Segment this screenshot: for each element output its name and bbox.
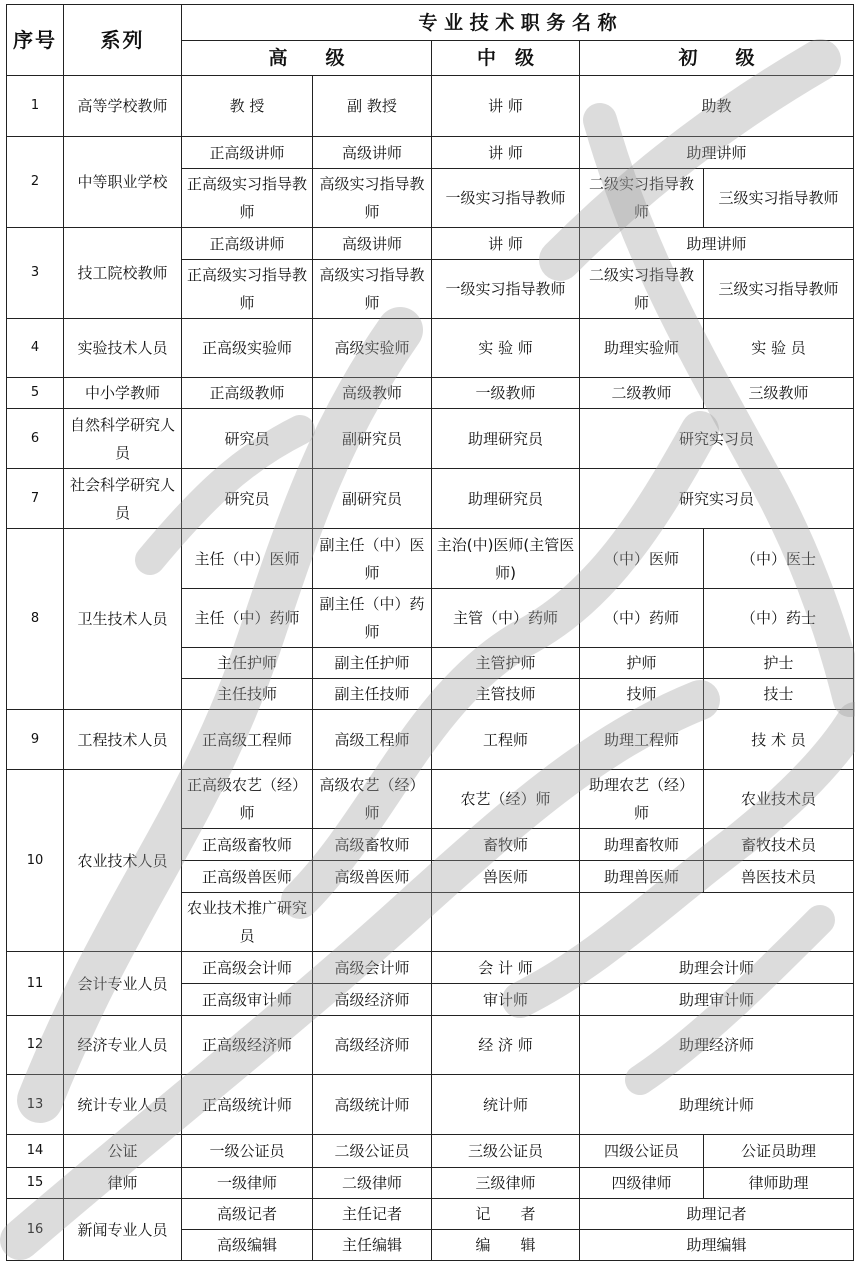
title-cell: 兽医师 <box>432 861 580 893</box>
title-cell: 二级教师 <box>580 378 704 409</box>
title-cell: 主任（中）医师 <box>182 529 313 589</box>
table-row <box>7 952 854 984</box>
table-row <box>7 137 854 169</box>
table-row <box>7 469 854 529</box>
title-cell: 兽医技术员 <box>704 861 854 893</box>
title-cell: 助理会计师 <box>580 952 854 984</box>
title-cell: 技 术 员 <box>704 710 854 770</box>
title-cell: 主治(中)医师(主管医师) <box>432 529 580 589</box>
title-cell: 助理农艺（经）师 <box>580 770 704 829</box>
title-cell: 畜牧技术员 <box>704 829 854 861</box>
row-number: 6 <box>7 409 64 469</box>
title-cell: 正高级农艺（经）师 <box>182 770 313 829</box>
title-cell: 正高级统计师 <box>182 1075 313 1135</box>
title-cell: 助教 <box>580 76 854 137</box>
table-row <box>7 1168 854 1199</box>
title-cell: 正高级实验师 <box>182 319 313 378</box>
seq-header: 序号 <box>7 5 64 76</box>
title-cell: 高级农艺（经）师 <box>313 770 432 829</box>
title-cell: 讲 师 <box>432 76 580 137</box>
title-cell: 正高级兽医师 <box>182 861 313 893</box>
series-name: 社会科学研究人员 <box>64 469 182 529</box>
title-cell: 主任编辑 <box>313 1230 432 1261</box>
title-cell: 护士 <box>704 648 854 679</box>
title-cell: 二级律师 <box>313 1168 432 1199</box>
title-cell: 技师 <box>580 679 704 710</box>
title-cell: 副主任（中）医师 <box>313 529 432 589</box>
title-cell: 助理记者 <box>580 1199 854 1230</box>
table-row <box>7 76 854 137</box>
series-name: 实验技术人员 <box>64 319 182 378</box>
title-cell: 农业技术推广研究员 <box>182 893 313 952</box>
title-cell: 正高级会计师 <box>182 952 313 984</box>
title-cell: 助理讲师 <box>580 228 854 260</box>
title-cell: 实 验 员 <box>704 319 854 378</box>
series-name: 新闻专业人员 <box>64 1199 182 1261</box>
title-cell: 助理工程师 <box>580 710 704 770</box>
title-cell: 高级教师 <box>313 378 432 409</box>
senior-level-header: 高 级 <box>182 41 432 76</box>
title-cell: 二级实习指导教师 <box>580 260 704 319</box>
title-cell: 一级律师 <box>182 1168 313 1199</box>
junior-level-header: 初 级 <box>580 41 854 76</box>
table-row <box>7 378 854 409</box>
title-cell: 高级记者 <box>182 1199 313 1230</box>
title-cell: 助理讲师 <box>580 137 854 169</box>
title-cell: 三级公证员 <box>432 1135 580 1168</box>
title-cell: 高级讲师 <box>313 137 432 169</box>
title-cell: 高级编辑 <box>182 1230 313 1261</box>
title-cell: 正高级经济师 <box>182 1016 313 1075</box>
title-cell: 四级律师 <box>580 1168 704 1199</box>
series-name: 中小学教师 <box>64 378 182 409</box>
title-cell: 正高级工程师 <box>182 710 313 770</box>
title-cell: 高级畜牧师 <box>313 829 432 861</box>
title-cell: （中）医士 <box>704 529 854 589</box>
title-cell: 教 授 <box>182 76 313 137</box>
title-cell: 正高级教师 <box>182 378 313 409</box>
title-cell: 高级经济师 <box>313 984 432 1016</box>
series-name: 工程技术人员 <box>64 710 182 770</box>
title-cell: 主任护师 <box>182 648 313 679</box>
title-cell: 主任技师 <box>182 679 313 710</box>
title-cell: 高级实验师 <box>313 319 432 378</box>
title-cell: 农艺（经）师 <box>432 770 580 829</box>
title-cell: 助理畜牧师 <box>580 829 704 861</box>
row-number: 4 <box>7 319 64 378</box>
title-cell: 畜牧师 <box>432 829 580 861</box>
title-cell: 副 教授 <box>313 76 432 137</box>
title-cell: 正高级实习指导教师 <box>182 260 313 319</box>
row-number: 7 <box>7 469 64 529</box>
title-cell: 实 验 师 <box>432 319 580 378</box>
header-row <box>7 5 854 41</box>
title-cell: 一级实习指导教师 <box>432 169 580 228</box>
series-name: 公证 <box>64 1135 182 1168</box>
title-cell: 技士 <box>704 679 854 710</box>
table-row <box>7 770 854 829</box>
title-cell: 正高级讲师 <box>182 137 313 169</box>
title-cell: 讲 师 <box>432 228 580 260</box>
row-number: 8 <box>7 529 64 710</box>
title-cell: 主管护师 <box>432 648 580 679</box>
row-number: 12 <box>7 1016 64 1075</box>
title-cell: 助理研究员 <box>432 469 580 529</box>
row-number: 3 <box>7 228 64 319</box>
series-name: 技工院校教师 <box>64 228 182 319</box>
row-number: 11 <box>7 952 64 1016</box>
row-number: 13 <box>7 1075 64 1135</box>
row-number: 9 <box>7 710 64 770</box>
title-cell: 三级律师 <box>432 1168 580 1199</box>
series-name: 中等职业学校 <box>64 137 182 228</box>
empty-cell <box>432 893 580 952</box>
title-cell: 主任（中）药师 <box>182 589 313 648</box>
title-cell: 研究员 <box>182 469 313 529</box>
title-cell: 助理实验师 <box>580 319 704 378</box>
title-cell: 一级教师 <box>432 378 580 409</box>
title-cell: （中）医师 <box>580 529 704 589</box>
title-cell: 助理编辑 <box>580 1230 854 1261</box>
title-cell: 二级公证员 <box>313 1135 432 1168</box>
title-cell: 助理统计师 <box>580 1075 854 1135</box>
title-cell: 研究员 <box>182 409 313 469</box>
table-row <box>7 710 854 770</box>
title-cell: 公证员助理 <box>704 1135 854 1168</box>
title-cell: 正高级畜牧师 <box>182 829 313 861</box>
title-cell: 研究实习员 <box>580 469 854 529</box>
title-cell: 高级会计师 <box>313 952 432 984</box>
title-cell: 主管（中）药师 <box>432 589 580 648</box>
series-name: 会计专业人员 <box>64 952 182 1016</box>
title-cell: 工程师 <box>432 710 580 770</box>
series-header: 系列 <box>64 5 182 76</box>
title-cell: 正高级实习指导教师 <box>182 169 313 228</box>
row-number: 16 <box>7 1199 64 1261</box>
row-number: 1 <box>7 76 64 137</box>
title-cell: 统计师 <box>432 1075 580 1135</box>
title-cell: 审计师 <box>432 984 580 1016</box>
series-name: 自然科学研究人员 <box>64 409 182 469</box>
title-cell: 记 者 <box>432 1199 580 1230</box>
title-cell: 高级实习指导教师 <box>313 260 432 319</box>
row-number: 5 <box>7 378 64 409</box>
table-row <box>7 1075 854 1135</box>
title-cell: 主管技师 <box>432 679 580 710</box>
middle-level-header: 中 级 <box>432 41 580 76</box>
table-row <box>7 1016 854 1075</box>
title-cell: 高级讲师 <box>313 228 432 260</box>
title-cell: 四级公证员 <box>580 1135 704 1168</box>
title-cell: （中）药士 <box>704 589 854 648</box>
title-cell: 正高级讲师 <box>182 228 313 260</box>
series-name: 经济专业人员 <box>64 1016 182 1075</box>
series-name: 卫生技术人员 <box>64 529 182 710</box>
title-cell: 助理审计师 <box>580 984 854 1016</box>
title-cell: 一级公证员 <box>182 1135 313 1168</box>
empty-cell <box>580 893 854 952</box>
title-cell: 主任记者 <box>313 1199 432 1230</box>
title-cell: 高级兽医师 <box>313 861 432 893</box>
title-cell: 研究实习员 <box>580 409 854 469</box>
title-cell: 副研究员 <box>313 469 432 529</box>
row-number: 15 <box>7 1168 64 1199</box>
series-name: 律师 <box>64 1168 182 1199</box>
title-cell: 一级实习指导教师 <box>432 260 580 319</box>
row-number: 10 <box>7 770 64 952</box>
title-cell: （中）药师 <box>580 589 704 648</box>
title-cell: 助理兽医师 <box>580 861 704 893</box>
empty-cell <box>313 893 432 952</box>
title-cell: 三级实习指导教师 <box>704 169 854 228</box>
row-number: 14 <box>7 1135 64 1168</box>
series-name: 高等学校教师 <box>64 76 182 137</box>
title-cell: 副主任（中）药师 <box>313 589 432 648</box>
title-cell: 高级统计师 <box>313 1075 432 1135</box>
title-cell: 高级实习指导教师 <box>313 169 432 228</box>
series-name: 农业技术人员 <box>64 770 182 952</box>
title-cell: 会 计 师 <box>432 952 580 984</box>
table-row <box>7 319 854 378</box>
title-cell: 正高级审计师 <box>182 984 313 1016</box>
series-name: 统计专业人员 <box>64 1075 182 1135</box>
title-cell: 副主任护师 <box>313 648 432 679</box>
title-header: 专 业 技 术 职 务 名 称 <box>182 5 854 41</box>
title-cell: 二级实习指导教师 <box>580 169 704 228</box>
table-row <box>7 1135 854 1168</box>
table-row <box>7 1199 854 1230</box>
title-cell: 助理研究员 <box>432 409 580 469</box>
title-cell: 三级实习指导教师 <box>704 260 854 319</box>
title-cell: 编 辑 <box>432 1230 580 1261</box>
title-cell: 高级工程师 <box>313 710 432 770</box>
table-row <box>7 529 854 589</box>
title-cell: 助理经济师 <box>580 1016 854 1075</box>
table-row <box>7 228 854 260</box>
row-number: 2 <box>7 137 64 228</box>
title-cell: 经 济 师 <box>432 1016 580 1075</box>
title-cell: 护师 <box>580 648 704 679</box>
title-cell: 高级经济师 <box>313 1016 432 1075</box>
title-cell: 农业技术员 <box>704 770 854 829</box>
title-cell: 三级教师 <box>704 378 854 409</box>
professional-title-table <box>6 4 854 1261</box>
title-cell: 副研究员 <box>313 409 432 469</box>
title-cell: 律师助理 <box>704 1168 854 1199</box>
table-row <box>7 409 854 469</box>
title-cell: 副主任技师 <box>313 679 432 710</box>
title-cell: 讲 师 <box>432 137 580 169</box>
